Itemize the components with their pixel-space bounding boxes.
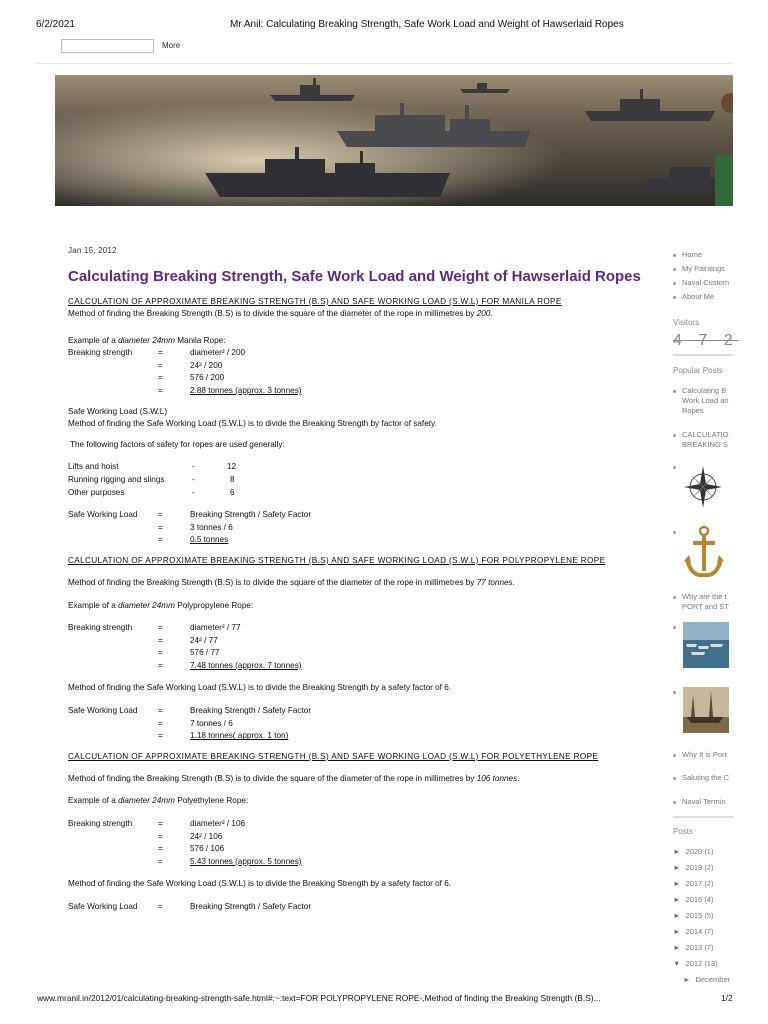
pe-bs-line: 576 / 106 xyxy=(190,844,225,854)
archive-year: 2015 xyxy=(685,911,703,920)
equals-sign: = xyxy=(158,856,163,866)
bullet-icon xyxy=(673,626,676,629)
manila-bs-row-4 xyxy=(68,385,628,398)
pp-bs-line: 24² / 77 xyxy=(190,635,218,645)
pp-swl-result: 1.18 tonnes( approx. 1 ton) xyxy=(190,731,289,741)
divider xyxy=(673,816,733,818)
popular-posts-heading: Popular Posts xyxy=(673,366,723,375)
equals-sign: = xyxy=(158,635,163,645)
archive-count: (7) xyxy=(704,927,714,936)
archive-year-item[interactable] xyxy=(673,943,713,952)
equals-sign: = xyxy=(158,348,163,358)
pp-swl-line: Breaking Strength / Safety Factor xyxy=(190,706,312,716)
equals-sign: = xyxy=(158,373,163,383)
sidebar xyxy=(673,246,768,991)
factor-dash: - xyxy=(192,487,195,497)
sidebar-page-paintings[interactable] xyxy=(673,264,725,273)
post-title[interactable]: Calculating Breaking Strength, Safe Work Load and Weight of Hawserlaid Ropes xyxy=(68,268,641,285)
print-page-number: 1/2 xyxy=(721,993,733,1003)
pp-bs-row-3 xyxy=(68,647,628,660)
bullet-icon xyxy=(673,434,676,437)
manila-swl-row-3 xyxy=(68,534,628,547)
section-heading-manila: CALCULATION OF APPROXIMATE BREAKING STRENGTH (B.S) AND SAFE WORKING LOAD (S.W.L) FOR MANILA ROPE xyxy=(68,297,562,306)
equals-sign: = xyxy=(158,360,163,370)
pe-bs-row-1 xyxy=(68,818,628,831)
pe-swl-row-1 xyxy=(68,901,628,914)
manila-swl-result: 0.5 tonnes xyxy=(190,535,229,545)
pp-bs-row-4 xyxy=(68,660,628,673)
expand-arrow-icon[interactable]: ► xyxy=(673,847,681,856)
factor-label: Running rigging and slings xyxy=(68,474,165,484)
manila-swl-line: 3 tonnes / 6 xyxy=(190,522,233,532)
factor-dash: - xyxy=(192,462,195,472)
equals-sign: = xyxy=(158,718,163,728)
painting-thumbnail-image xyxy=(683,687,729,733)
manila-swl-row-1 xyxy=(68,509,628,522)
polypropylene-example xyxy=(68,600,628,613)
sidebar-page-about[interactable] xyxy=(673,292,714,301)
pp-swl-row-1 xyxy=(68,705,628,718)
manila-bs-label: Breaking strength xyxy=(68,348,133,358)
manila-swl-label: Safe Working Load xyxy=(68,510,138,520)
archive-year-item[interactable] xyxy=(673,863,713,872)
sidebar-page-label: About Me xyxy=(682,292,715,301)
popular-post-line: Calculating B xyxy=(682,386,727,395)
popular-post-line: Saluting the C xyxy=(682,773,730,782)
pe-swl-line: Breaking Strength / Safety Factor xyxy=(190,902,312,911)
pp-bs-line: 576 / 77 xyxy=(190,648,220,658)
archive-heading: Posts xyxy=(673,827,694,836)
archive-year: 2016 xyxy=(685,895,703,904)
manila-bs-line: 24² / 200 xyxy=(190,360,223,370)
archive-count: (2) xyxy=(704,879,714,888)
expand-arrow-icon[interactable]: ► xyxy=(683,975,691,984)
archive-count: (1) xyxy=(704,847,714,856)
bullet-icon xyxy=(673,596,676,599)
post-body xyxy=(68,296,628,914)
expand-arrow-icon[interactable]: ► xyxy=(673,895,681,904)
section-heading-polyethylene: CALCULATION OF APPROXIMATE BREAKING STRENGTH (B.S) AND SAFE WORKING LOAD (S.W.L) FOR POLYETHYLENE ROPE xyxy=(68,751,599,761)
popular-post[interactable] xyxy=(673,773,729,782)
archive-count: (4) xyxy=(704,895,714,904)
section-heading-polypropylene: CALCULATION OF APPROXIMATE BREAKING STRENGTH (B.S) AND SAFE WORKING LOAD (S.W.L) FOR POLYPROPYLENE ROPE xyxy=(68,555,606,565)
polyethylene-example xyxy=(68,795,628,808)
bullet-icon xyxy=(673,777,676,780)
polyethylene-method: Method of finding the Breaking Strength (B.S) is to divide the square of the diameter of the rope in millimetres by 106 tonnes. xyxy=(68,773,520,783)
polypropylene-method: Method of finding the Breaking Strength (B.S) is to divide the square of the diameter of the rope in millimetres by 77 tonnes. xyxy=(68,577,515,587)
popular-post-line: PORT and ST xyxy=(682,602,729,611)
anchor-icon xyxy=(683,525,725,581)
sidebar-page-home[interactable] xyxy=(673,250,702,259)
manila-method: Method of finding the Breaking Strength (B.S) is to divide the square of the diameter of the rope in millimetres by 200. xyxy=(68,309,493,318)
fleet-thumbnail-image xyxy=(683,622,729,668)
bullet-icon xyxy=(673,282,676,285)
archive-count: (5) xyxy=(704,911,714,920)
manila-example xyxy=(68,335,628,348)
equals-sign: = xyxy=(158,385,163,395)
factor-dash: - xyxy=(192,474,195,484)
manila-method-text: Method of finding the Breaking Strength (B.S) is to divide the square of the diameter of the rope in millimetres by xyxy=(68,309,477,318)
equals-sign: = xyxy=(158,902,163,911)
archive-year-item[interactable] xyxy=(673,927,713,936)
pe-example-post: Polyethylene Rope: xyxy=(174,796,249,806)
manila-bs-line: diameter² / 200 xyxy=(190,348,246,358)
archive-year: 2019 xyxy=(685,863,703,872)
pp-method-text: Method of finding the Breaking Strength (B.S) is to divide the square of the diameter of the rope in millimetres by xyxy=(68,577,477,587)
sidebar-page-label: Home xyxy=(682,250,703,259)
header-divider xyxy=(35,63,733,64)
pp-bs-row-1 xyxy=(68,622,628,635)
bullet-icon xyxy=(673,531,676,534)
expand-arrow-icon[interactable]: ► xyxy=(673,927,681,936)
popular-post[interactable] xyxy=(673,592,729,612)
archive-year: 2017 xyxy=(685,879,703,888)
pe-swl-method: Method of finding the Safe Working Load (S.W.L) is to divide the Breaking Strength by a safety factor of 6. xyxy=(68,879,452,889)
sidebar-page-label: My Paintings xyxy=(682,264,725,273)
pe-bs-line: 24² / 106 xyxy=(190,831,223,841)
popular-post[interactable] xyxy=(673,430,729,450)
pp-swl-method: Method of finding the Safe Working Load (S.W.L) is to divide the Breaking Strength by a safety factor of 6. xyxy=(68,683,452,693)
pp-example-pre: Example of a xyxy=(68,600,119,610)
archive-count: (13) xyxy=(704,959,718,968)
popular-post-line: CALCULATIO xyxy=(682,430,729,439)
archive-year-item[interactable] xyxy=(673,895,713,904)
expand-arrow-icon[interactable]: ► xyxy=(673,911,681,920)
popular-post-line: Why are the t xyxy=(682,592,727,601)
archive-year-item[interactable] xyxy=(673,959,718,968)
factor-label: Other purposes xyxy=(68,487,125,497)
visitors-heading: Visitors xyxy=(673,318,700,327)
bullet-icon xyxy=(673,754,676,757)
equals-sign: = xyxy=(158,535,163,545)
archive-year-item[interactable] xyxy=(673,847,713,856)
pp-bs-line: diameter² / 77 xyxy=(190,623,241,633)
pp-bs-label: Breaking strength xyxy=(68,623,133,633)
bullet-icon xyxy=(673,390,676,393)
equals-sign: = xyxy=(158,706,163,716)
equals-sign: = xyxy=(158,844,163,854)
pp-swl-label: Safe Working Load xyxy=(68,706,138,716)
factors-intro: The following factors of safety for ropes are used generally: xyxy=(70,439,285,449)
bullet-icon xyxy=(673,268,676,271)
archive-year: 2020 xyxy=(685,847,703,856)
bullet-icon xyxy=(673,466,676,469)
print-footer-url: www.mranil.in/2012/01/calculating-breaking-strength-safe.html#:~:text=FOR POLYPROPYLENE ROPE-,Method of finding the Breaking Strength (B.S)... xyxy=(37,993,601,1003)
manila-swl-row-2 xyxy=(68,522,628,535)
manila-bs-row-2 xyxy=(68,360,628,373)
popular-post-line: Naval Termin xyxy=(682,797,726,806)
archive-year: 2014 xyxy=(685,927,703,936)
pe-bs-row-2 xyxy=(68,831,628,844)
print-page-title: Mr Anil: Calculating Breaking Strength, Safe Work Load and Weight of Hawserlaid Ropes xyxy=(230,19,624,30)
archive-month: December xyxy=(695,975,731,984)
bullet-icon xyxy=(673,691,676,694)
manila-swl-title: Safe Working Load (S.W.L) xyxy=(68,406,168,416)
manila-bs-line: 576 / 200 xyxy=(190,373,225,383)
popular-post-line: Work Load an xyxy=(682,396,729,405)
archive-count: (7) xyxy=(704,943,714,952)
manila-swl-method: Method of finding the Safe Working Load (S.W.L) is to divide the Breaking Strength by factor of safety. xyxy=(68,419,437,429)
archive-year-item[interactable] xyxy=(673,879,713,888)
bullet-icon xyxy=(673,296,676,299)
factor-value: 6 xyxy=(230,487,235,497)
archive-month-item[interactable] xyxy=(683,975,730,984)
popular-post-fleet[interactable] xyxy=(673,622,682,631)
popular-post-line: Ropes xyxy=(682,406,704,415)
factor-row xyxy=(68,474,628,487)
pp-bs-result: 7.48 tonnes (approx. 7 tonnes) xyxy=(190,660,302,670)
pe-method-text: Method of finding the Breaking Strength (B.S) is to divide the square of the diameter of the rope in millimetres by xyxy=(68,773,477,783)
pe-bs-line: diameter² / 106 xyxy=(190,819,246,829)
popular-post[interactable] xyxy=(673,750,727,759)
popular-post-compass[interactable] xyxy=(673,462,682,471)
pe-method-value: 106 tonnes xyxy=(476,773,518,783)
archive-year: 2013 xyxy=(685,943,703,952)
equals-sign: = xyxy=(158,819,163,829)
expand-arrow-icon[interactable]: ► xyxy=(673,863,681,872)
bullet-icon xyxy=(673,254,676,257)
pe-swl-label: Safe Working Load xyxy=(68,902,138,911)
manila-bs-row-3 xyxy=(68,372,628,385)
pp-swl-line: 7 tonnes / 6 xyxy=(190,718,233,728)
equals-sign: = xyxy=(158,831,163,841)
divider xyxy=(673,354,733,356)
archive-year: 2012 xyxy=(685,959,703,968)
bullet-icon xyxy=(673,801,676,804)
popular-post-line: Why It is Port xyxy=(682,750,727,759)
pp-swl-row-2 xyxy=(68,718,628,731)
equals-sign: = xyxy=(158,522,163,532)
sidebar-page-naval-custom[interactable] xyxy=(673,278,729,287)
pe-bs-label: Breaking strength xyxy=(68,819,133,829)
manila-method-value: 200 xyxy=(476,309,491,318)
manila-example-post: Manila Rope: xyxy=(174,335,226,345)
archive-count: (2) xyxy=(704,863,714,872)
pe-example-pre: Example of a xyxy=(68,796,119,806)
pe-bs-result: 5.43 tonnes (approx. 5 tonnes) xyxy=(190,856,302,866)
pp-swl-row-3 xyxy=(68,730,628,743)
manila-example-em: diameter 24mm xyxy=(118,335,175,345)
expand-arrow-icon[interactable]: ► xyxy=(673,879,681,888)
factor-row xyxy=(68,461,628,474)
manila-bs-row-1 xyxy=(68,347,628,360)
compass-rose-icon xyxy=(683,464,723,510)
archive-year-item[interactable] xyxy=(673,911,713,920)
manila-swl-line: Breaking Strength / Safety Factor xyxy=(190,510,312,520)
equals-sign: = xyxy=(158,648,163,658)
pp-method-value: 77 tonnes xyxy=(476,577,513,587)
search-input[interactable] xyxy=(61,39,154,53)
equals-sign: = xyxy=(158,660,163,670)
more-link[interactable]: More xyxy=(162,41,181,50)
factor-row xyxy=(68,487,628,500)
factor-value: 8 xyxy=(230,474,235,484)
ships-at-sea-image xyxy=(55,75,733,206)
expand-arrow-icon[interactable]: ► xyxy=(673,943,681,952)
post-date: Jan 15, 2012 xyxy=(68,246,117,255)
popular-post[interactable] xyxy=(673,386,729,416)
equals-sign: = xyxy=(158,623,163,633)
pp-example-em: diameter 24mm xyxy=(118,600,175,610)
collapse-arrow-icon[interactable]: ▼ xyxy=(673,959,681,968)
factor-label: Lifts and hoist xyxy=(68,462,119,472)
pe-bs-row-4 xyxy=(68,856,628,869)
pe-bs-row-3 xyxy=(68,843,628,856)
equals-sign: = xyxy=(158,731,163,741)
factor-value: 12 xyxy=(227,462,237,472)
sidebar-page-label: Naval Custom xyxy=(682,278,730,287)
print-date: 6/2/2021 xyxy=(36,19,75,30)
manila-example-pre: Example of a xyxy=(68,335,119,345)
popular-post-line: BREAKING S xyxy=(682,440,728,449)
popular-post-painting[interactable] xyxy=(673,687,682,696)
pp-example-post: Polypropylene Rope: xyxy=(174,600,254,610)
popular-post[interactable] xyxy=(673,797,726,806)
pp-bs-row-2 xyxy=(68,635,628,648)
header-banner-image xyxy=(55,75,733,206)
manila-bs-result: 2.88 tonnes (approx. 3 tonnes) xyxy=(190,385,302,395)
visitor-counter: 4 7 2 xyxy=(673,332,739,349)
popular-post-anchor[interactable] xyxy=(673,527,682,536)
equals-sign: = xyxy=(158,510,163,520)
pe-example-em: diameter 24mm xyxy=(118,796,175,806)
